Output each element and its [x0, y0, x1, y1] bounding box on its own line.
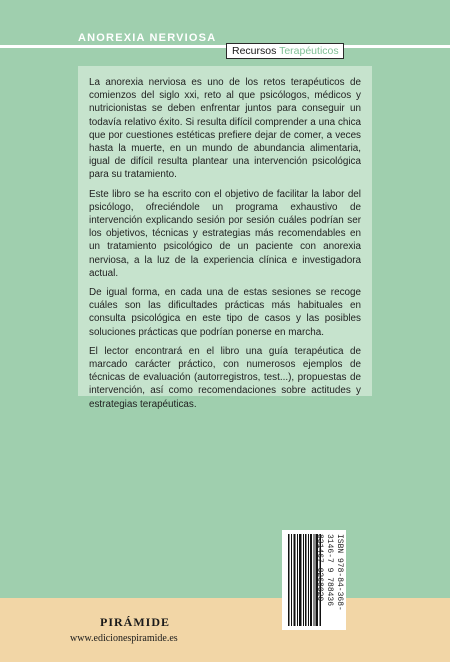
collection-label-accent: Terapéuticos: [279, 45, 339, 57]
collection-label: [226, 43, 344, 59]
barcode-code: 0268020: [315, 567, 324, 602]
isbn-text: [315, 534, 344, 626]
barcode-digits: 9 788436 831467: [315, 534, 334, 607]
collection-label-main: Recursos: [232, 45, 280, 57]
synopsis-panel: [78, 66, 372, 410]
publisher-footer: [0, 598, 450, 662]
publisher-website[interactable]: www.edicionespiramide.es: [70, 633, 178, 644]
synopsis-paragraph-2: Este libro se ha escrito con el objetivo de facilitar la labor del psicólogo, ofreciéndole un programa exhaustivo de intervención explicando sesión por sesión cuáles podrían ser los objetivos, técnicas y estrategias más recomendables en un tratamiento psicológico de un paciente con anorexia nerviosa, a la luz de la experiencia clínica e investigadora actual.: [89, 188, 361, 279]
synopsis-paragraph-1: La anorexia nerviosa es uno de los retos terapéuticos de comienzos del siglo xxi, reto al que psicólogos, médicos y nutricionistas se deben enfrentar juntos para conseguir un todavía relativo éxito. Si resulta difícil comprender a una chica que por cuestiones estéticas prefiere dejar de comer, a veces hasta la muerte, en un mundo de abundancia alimentaria, igual de difícil resulta plantear una intervención psicológica para su tratamiento.: [89, 77, 361, 181]
synopsis-paragraph-4: El lector encontrará en el libro una guía terapéutica de marcado carácter práctico, con numerosos ejemplos de técnicas de evaluación (autorregistros, test...), propuestas de intervención, así como recomendaciones sobre actitudes y estrategias terapéuticas.: [89, 345, 361, 410]
series-title: ANOREXIA NERVIOSA: [78, 32, 217, 44]
header-rule: [0, 45, 450, 48]
publisher-name: PIRÁMIDE: [100, 615, 170, 629]
barcode-block: [282, 530, 346, 630]
synopsis-paragraph-3: De igual forma, en cada una de estas sesiones se recoge cuáles son las dificultades prácticas más habituales en consulta psicológica en este tipo de casos y las posibles soluciones prácticas que podrían ponerse en marcha.: [89, 287, 361, 338]
isbn-number: ISBN 978-84-368-3146-7: [325, 534, 344, 611]
